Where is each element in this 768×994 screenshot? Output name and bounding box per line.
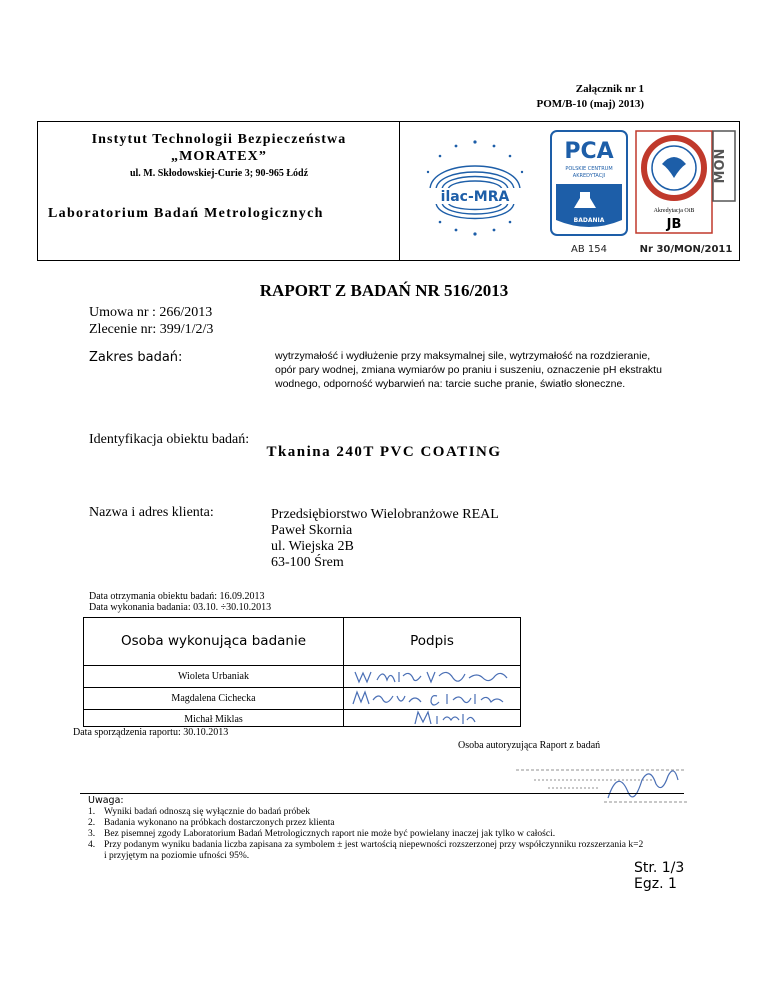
scope-line: opór pary wodnej, zmiana wymiarów po praniu i suszeniu, oznaczenie pH ekstraktu — [275, 364, 662, 376]
ilac-mra-logo — [416, 130, 534, 246]
mon-code: JB — [666, 217, 682, 232]
list-item — [88, 829, 648, 840]
list-item — [88, 807, 648, 818]
scope-line: wytrzymałość i wydłużenie przy maksymalnej sile, wytrzymałość na rozdzieranie, — [275, 350, 651, 362]
client-label: Nazwa i adres klienta: — [89, 505, 214, 520]
scope-line: wodnego, odporność wybarwień na: tarcie suche pranie, światło słoneczne. — [275, 378, 626, 390]
authorization-stamp — [508, 758, 694, 808]
table-row-person: Magdalena Cichecka — [171, 693, 256, 704]
page-number: Str. 1/3 — [634, 860, 685, 876]
signature-table — [83, 617, 521, 727]
contract-number: Umowa nr : 266/2013 — [89, 305, 213, 320]
client-person: Paweł Skornia — [271, 523, 353, 538]
scope-label: Zakres badań: — [89, 350, 183, 365]
pca-code: PCA — [564, 139, 614, 164]
authorizer-label: Osoba autoryzująca Raport z badań — [458, 740, 601, 751]
signature-scribble — [347, 708, 519, 728]
note-text: Przy podanym wyniku badania liczba zapisana za symbolem ± jest wartością niepewności rozszerzonej przy współczynniku rozszerzania k=2 i przyjętym na poziomie ufności 95%. — [104, 840, 644, 861]
mon-number: Nr 30/MON/2011 — [639, 244, 733, 255]
object-identification-label: Identyfikacja obiektu badań: — [89, 432, 250, 447]
note-number: 1. — [88, 807, 96, 817]
note-number: 2. — [88, 818, 96, 828]
dates — [89, 591, 271, 613]
scope-text — [275, 349, 685, 391]
signature-scribble — [347, 688, 519, 708]
signature-scribble — [347, 666, 519, 686]
client-street: ul. Wiejska 2B — [271, 539, 354, 554]
pca-logo — [550, 130, 628, 256]
note-text: Wyniki badań odnoszą się wyłącznie do badań próbek — [104, 807, 310, 817]
ilac-logo-text: ilac-MRA — [440, 189, 510, 205]
pca-number: AB 154 — [571, 244, 607, 255]
list-item — [88, 840, 648, 862]
laboratory-name: Laboratorium Badań Metrologicznych — [48, 206, 324, 221]
annex-form-code: POM/B-10 (maj) 2013) — [536, 98, 644, 110]
column-header-signature: Podpis — [410, 633, 454, 649]
annex-reference — [536, 82, 644, 112]
institute-name-line1: Instytut Technologii Bezpieczeństwa — [91, 132, 347, 147]
note-text: Bez pisemnej zgody Laboratorium Badań Metrologicznych raport nie może być powielany inaczej jak tylko w całości. — [104, 829, 556, 839]
table-row-person: Michał Miklas — [184, 714, 243, 725]
report-title: RAPORT Z BADAŃ NR 516/2013 — [259, 281, 509, 300]
pca-subtitle-2: AKREDYTACJI — [572, 173, 606, 179]
mon-side-label: MON — [713, 148, 728, 184]
mon-accreditation-label: Akredytacja OiB — [653, 208, 695, 214]
report-date: Data sporządzenia raportu: 30.10.2013 — [73, 727, 229, 738]
note-text: Badania wykonano na próbkach dostarczonych przez klienta — [104, 818, 335, 828]
annex-number: Załącznik nr 1 — [575, 83, 644, 95]
table-row-person: Wioleta Urbaniak — [178, 671, 249, 682]
column-header-person: Osoba wykonująca badanie — [120, 633, 307, 649]
contract-info — [89, 304, 213, 338]
notes-list — [88, 807, 648, 862]
list-item — [88, 818, 648, 829]
object-name: Tkanina 240T PVC COATING — [266, 444, 502, 460]
institute-address: ul. M. Skłodowskiej-Curie 3; 90-965 Łódź — [129, 168, 309, 179]
date-performed: Data wykonania badania: 03.10. ÷30.10.2013 — [89, 602, 272, 613]
notes-title: Uwaga: — [88, 795, 124, 806]
note-number: 3. — [88, 829, 96, 839]
order-number: Zlecenie nr: 399/1/2/3 — [89, 322, 214, 337]
pca-badge: BADANIA — [573, 217, 605, 224]
pca-subtitle-1: POLSKIE CENTRUM — [565, 166, 613, 172]
client-city: 63-100 Śrem — [271, 555, 344, 570]
notes-divider — [80, 793, 684, 794]
date-received: Data otrzymania obiektu badań: 16.09.2013 — [89, 591, 265, 602]
note-number: 4. — [88, 840, 96, 850]
copy-number: Egz. 1 — [634, 876, 677, 892]
mon-logo — [635, 130, 737, 256]
page-number-block — [634, 860, 684, 892]
client-address — [271, 507, 499, 571]
client-name: Przedsiębiorstwo Wielobranżowe REAL — [271, 507, 499, 522]
institute-name — [38, 131, 400, 165]
header-box — [37, 121, 740, 261]
institute-name-line2: „MORATEX” — [171, 149, 267, 164]
